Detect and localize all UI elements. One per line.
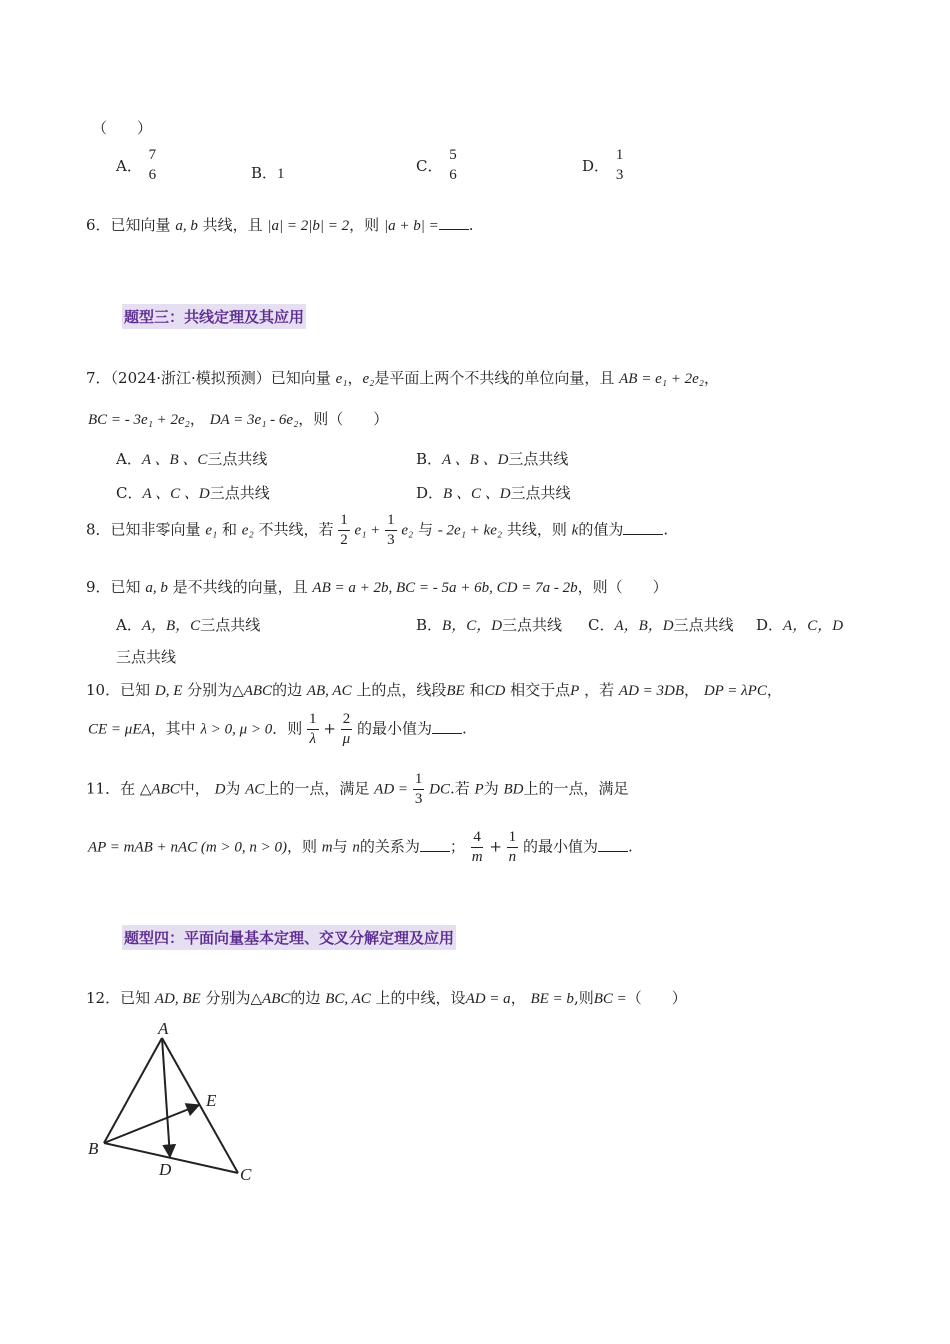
q6-answer-blank (439, 215, 469, 230)
q7-text-1: 已知向量 (270, 369, 331, 387)
q9-expression: AB = a + 2b, BC = - 5a + 6b, CD = 7a - 2b (312, 580, 578, 596)
q7-option-d: D．B 、C 、D三点共线 (416, 484, 571, 502)
label-a: A (158, 1019, 169, 1038)
q7-vector-ab: AB = e₁ + 2e₂ (619, 371, 704, 387)
q6-expression: |a + b| = (383, 218, 439, 234)
question-9: 9．已知 a, b 是不共线的向量，且 AB = a + 2b, BC = - 5a + 6b, CD = 7a - 2b，则（ ） (86, 578, 668, 596)
triangle-figure (80, 1015, 280, 1190)
q5-option-d-label: D． (582, 157, 610, 175)
q7-e2: e₂ (362, 371, 375, 387)
q5-answer-paren: （ ） (92, 119, 153, 137)
q9-option-a: A．A，B，C三点共线 (116, 616, 261, 634)
q5-option-c-label: C． (416, 157, 443, 175)
q11-expression: AP = mAB + nAC (m > 0, n > 0) (88, 839, 287, 856)
q7-number: 7． (86, 369, 111, 387)
q11-answer-blank-1 (420, 837, 450, 852)
q11-fraction-1: $\frac{1}{3}$ (414, 771, 423, 807)
q6-text-1: 已知向量 (110, 216, 171, 234)
label-e: E (206, 1091, 217, 1110)
q10-fraction-1: $\frac{1}{\lambda}$ (309, 711, 317, 747)
q7-comma: ， (703, 369, 719, 387)
q10-fraction-2: $\frac{2}{\mu}$ (342, 711, 351, 747)
q8-expression: - 2e₁ + ke₂ (437, 522, 503, 539)
q7-sep: ， (347, 369, 363, 387)
section-heading-4: 题型四：平面向量基本定理、交叉分解定理及应用 (122, 925, 456, 950)
q6-text-3: ，则 (349, 216, 380, 234)
q5-option-a-fraction: $\frac{7}{6}$ (148, 147, 157, 183)
question-11: 11．在 △ABC中， D为 AC上的一点，满足 AD = $\frac{1}{3}$ DC.若 P为 BD上的一点，满足 (86, 771, 629, 807)
q5-option-c-fraction: $\frac{5}{6}$ (449, 147, 457, 183)
label-b: B (88, 1139, 99, 1158)
q11-fraction-2: $\frac{4}{m}$ (471, 829, 483, 865)
q6-text-2: 共线，且 (202, 216, 263, 234)
question-10: 10．已知 D, E 分别为△ABC的边 AB, AC 上的点，线段BE 和CD 相交于点P ，若 AD = 3DB， DP = λPC， (86, 681, 782, 699)
question-8: 8．已知非零向量 e₁ 和 e₂ 不共线，若 $\frac{1}{2}$ e₁ + $\frac{1}{3}$ e₂ 与 - 2e₁ + ke₂ 共线，则 k的值为 . (86, 512, 669, 548)
q7-option-a: A．A 、B 、C三点共线 (116, 450, 268, 468)
q11-answer-blank-2 (598, 837, 628, 852)
q7-text-2: 是平面上两个不共线的单位向量，且 (374, 369, 615, 387)
q10-answer-blank (432, 719, 462, 734)
label-d: D (159, 1160, 172, 1179)
q5-option-a (116, 148, 158, 183)
q7-option-b: B．A 、B 、D三点共线 (416, 450, 569, 468)
q5-option-b-label: B． (251, 164, 278, 182)
median-be-arrow (104, 1105, 199, 1143)
question-6 (86, 214, 474, 235)
question-12: 12．已知 AD, BE 分别为△ABC的边 BC, AC 上的中线，设AD = a， BE = b,则BC =（ ） (86, 989, 687, 1007)
q7-e1: e₁ (335, 371, 348, 387)
q7-source: （2024·浙江·模拟预测） (110, 369, 271, 387)
q8-fraction-2: $\frac{1}{3}$ (387, 512, 395, 548)
median-ad-arrow (162, 1038, 170, 1157)
q6-condition: |a| = 2|b| = 2 (267, 218, 350, 234)
label-c: C (240, 1165, 252, 1184)
q7-option-c: C．A 、C 、D三点共线 (116, 484, 270, 502)
q5-option-d-fraction: $\frac{1}{3}$ (615, 147, 624, 183)
q8-answer-blank (623, 520, 663, 535)
q7-line-2: BC = - 3e₁ + 2e₂， DA = 3e₁ - 6e₂，则（ ） (88, 410, 389, 428)
q9-option-b: B．B，C，D三点共线 (416, 616, 563, 634)
side-ab (104, 1038, 162, 1143)
q5-option-b-value: 1 (277, 166, 285, 182)
q11-fraction-3: $\frac{1}{n}$ (508, 829, 517, 865)
q5-option-d (582, 148, 625, 183)
q9-option-d: D．A，C，D (756, 616, 844, 634)
q6-end: . (468, 216, 474, 234)
side-ac (162, 1038, 238, 1173)
q6-number: 6． (86, 216, 111, 234)
q9-option-c: C．A，B，D三点共线 (588, 616, 734, 634)
section-heading-3: 题型三：共线定理及其应用 (122, 304, 306, 329)
q8-fraction-1: $\frac{1}{2}$ (340, 512, 348, 548)
question-7 (86, 367, 719, 388)
q5-option-b (251, 162, 285, 183)
q5-option-a-label: A． (116, 157, 142, 175)
q11-line-2: AP = mAB + nAC (m > 0, n > 0)，则 m与 n的关系为 ； $\frac{4}{m}$ + $\frac{1}{n}$ 的最小值为 . (88, 829, 633, 865)
q7-vector-da: DA = 3e₁ - 6e₂ (209, 412, 299, 428)
q10-line-2: CE = μEA，其中 λ > 0, μ > 0．则 $\frac{1}{\lambda}$ + $\frac{2}{\mu}$ 的最小值为 . (88, 711, 467, 747)
q9-option-d-wrap: 三点共线 (116, 648, 177, 666)
q7-text-3: ，则（ ） (298, 410, 389, 428)
q6-vectors: a, b (175, 218, 198, 234)
q5-option-c (416, 148, 459, 183)
q7-vector-bc: BC = - 3e₁ + 2e₂ (88, 412, 190, 428)
